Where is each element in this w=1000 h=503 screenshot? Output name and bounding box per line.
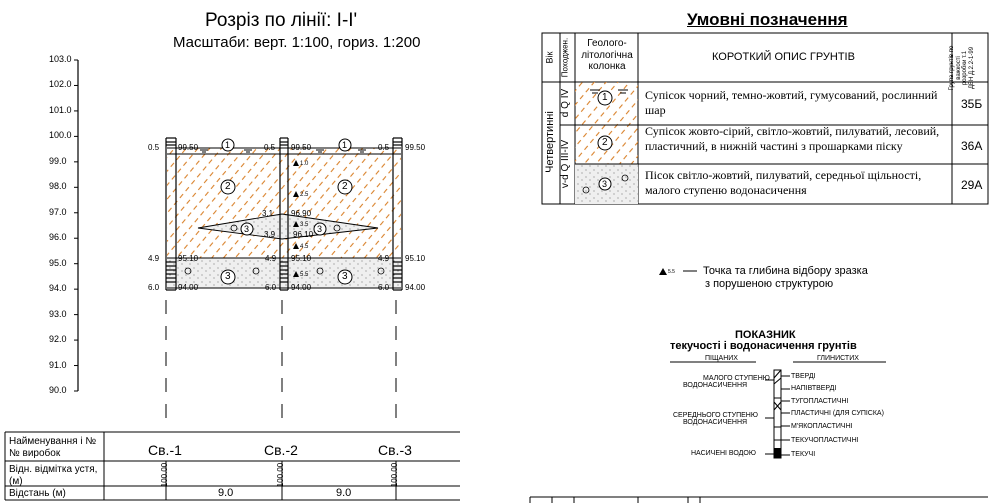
col-group-header: Група грунтів по важкості розробки т.1 ДБН Д.2.2-1-99 — [949, 45, 975, 91]
distance-1: 9.0 — [218, 487, 234, 499]
axis-tick-label: 94.0 — [49, 283, 67, 294]
bh3-depth-a: 4.9 — [378, 254, 390, 263]
origin-1-label: d Q IV — [560, 88, 571, 118]
indicator-right-5: М'ЯКОПЛАСТИЧНІ — [791, 423, 853, 430]
col-geo-header: Геолого-літологічна колонка — [581, 38, 633, 72]
sample-depth-3: 3.5 — [300, 222, 309, 228]
col-origin-header: Походжен. — [560, 37, 570, 78]
bh1-top-depth: 0.5 — [148, 143, 160, 152]
legend-group-2: 36А — [961, 139, 983, 153]
indicator-right-3: ТУГОПЛАСТИЧНІ — [791, 398, 849, 405]
indicator-right-2: НАПІВТВЕРДІ — [791, 385, 837, 392]
lens-bottom-elev: 96.10 — [293, 230, 314, 239]
layer-2-area — [167, 148, 401, 258]
bh1-depth-b: 6.0 — [148, 283, 160, 292]
borehole-name-3: Св.-3 — [378, 442, 412, 458]
bh2-elev-b: 94.00 — [291, 283, 312, 292]
borehole-name-2: Св.-2 — [264, 442, 298, 458]
lens-layer-label-2: 3 — [317, 224, 323, 234]
axis-tick-label: 97.0 — [49, 206, 67, 217]
legend-desc-2: Супісок жовто-сірий, світло-жовтий, пилуватий, лесовий, пластичний, в нижній частині з прошарками піску — [645, 124, 940, 153]
indicator-right-1: ТВЕРДІ — [791, 373, 816, 380]
axis-tick-label: 96.0 — [49, 232, 67, 243]
legend-layer-1-num: 1 — [602, 92, 608, 103]
saturated-marker — [774, 448, 781, 458]
bh2-depth-b: 6.0 — [265, 283, 277, 292]
distance-2: 9.0 — [336, 487, 352, 499]
borehole-name-1: Св.-1 — [148, 442, 182, 458]
sample-depth-4: 4.5 — [300, 244, 309, 250]
bh1-depth-a: 4.9 — [148, 254, 160, 263]
axis-tick-label: 91.0 — [49, 359, 67, 370]
axis-tick-label: 92.0 — [49, 334, 67, 345]
bh3-top-elev: 99.50 — [405, 143, 426, 152]
indicator-title-2: текучості і водонасичення грунтів — [670, 340, 857, 352]
indicator-right-6: ТЕКУЧОПЛАСТИЧНІ — [791, 437, 859, 444]
bh3-elev-b: 94.00 — [405, 283, 426, 292]
axis-tick-label: 90.0 — [49, 385, 67, 395]
borehole-elev-2: 100.00 — [276, 462, 285, 488]
bh2-depth-a: 4.9 — [265, 254, 277, 263]
indicator-right-4: ПЛАСТИЧНІ (ДЛЯ СУПІСКА) — [791, 410, 884, 417]
row-label-names: Найменування і №№ виробок — [9, 436, 97, 459]
sample-depth-2: 2.5 — [300, 192, 309, 198]
axis-tick-label: 103.0 — [49, 54, 72, 64]
axis-tick-label: 93.0 — [49, 308, 67, 319]
axis-tick-label: 98.0 — [49, 181, 67, 192]
lens-bottom-depth: 3.9 — [264, 230, 276, 239]
axis-tick-label: 95.0 — [49, 257, 67, 268]
legend-desc-3: Пісок світло-жовтий, пилуватий, середньої щільності, малого ступеню водонасичення — [645, 168, 922, 197]
legend-desc-1: Супісок чорний, темно-жовтий, гумусований, рослинний шар — [645, 88, 938, 117]
row-label-distance: Відстань (м) — [9, 488, 66, 499]
bh1-elev-b: 94.00 — [178, 283, 199, 292]
bh2-top-elev: 99.50 — [291, 143, 312, 152]
bh1-top-elev: 99.50 — [178, 143, 199, 152]
row-label-elevation: Відн. відмітка устя, (м) — [9, 464, 98, 487]
borehole-elev-3: 100.00 — [390, 462, 399, 488]
sample-legend-line2: з порушеною структурою — [705, 278, 834, 290]
origin-2-label: v-d Q III-IV — [560, 139, 571, 189]
elevation-axis — [74, 60, 78, 391]
indicator-left-3: НАСИЧЕНІ ВОДОЮ — [691, 450, 756, 457]
lens-layer-label: 3 — [244, 224, 250, 234]
sample-depth-1: 1.0 — [300, 161, 309, 167]
axis-tick-label: 100.0 — [49, 130, 72, 141]
section-scales: Масштаби: верт. 1:100, гориз. 1:200 — [173, 34, 421, 51]
indicator-left-2b: ВОДОНАСИЧЕННЯ — [683, 419, 748, 426]
legend-layer-2-num: 2 — [602, 137, 608, 148]
borehole-elev-1: 100.00 — [160, 462, 169, 488]
sample-legend-value: 5.5 — [668, 269, 675, 275]
layer-3-label: 3 — [225, 271, 231, 282]
indicator-left-1a: МАЛОГО СТУПЕНЮ — [703, 375, 770, 382]
section-body — [166, 138, 402, 420]
age-label: Четвертинні — [544, 111, 556, 173]
bh3-elev-a: 95.10 — [405, 254, 426, 263]
col-age-header: Вік — [544, 51, 555, 64]
indicator-title-1: ПОКАЗНИК — [735, 329, 796, 341]
lens-top-depth: 3.1 — [262, 209, 274, 218]
col-desc-header: КОРОТКИЙ ОПИС ГРУНТІВ — [712, 51, 855, 63]
legend-group-3: 29А — [961, 178, 983, 192]
indicator-col-left: ПІЩАНИХ — [705, 355, 738, 362]
bh3-top-depth: 0.5 — [378, 143, 390, 152]
axis-tick-label: 99.0 — [49, 155, 67, 166]
legend-group-1: 35Б — [961, 97, 983, 111]
lens-top-elev: 96.90 — [291, 209, 312, 218]
layer-1-label-2: 1 — [342, 140, 348, 150]
bh3-depth-b: 6.0 — [378, 283, 390, 292]
legend-layer-3-num: 3 — [602, 179, 608, 189]
indicator-left-1b: ВОДОНАСИЧЕННЯ — [683, 382, 748, 389]
legend-title: Умовні позначення — [687, 10, 848, 29]
bh2-elev-a: 95.10 — [291, 254, 312, 263]
bh1-elev-a: 95.10 — [178, 254, 199, 263]
layer-3-label-2: 3 — [342, 271, 348, 282]
layer-1-label: 1 — [225, 140, 231, 150]
bh2-top-depth: 0.5 — [264, 143, 276, 152]
sample-depth-5: 5.5 — [300, 272, 309, 278]
indicator-right-7: ТЕКУЧІ — [791, 451, 816, 458]
indicator-col-right: ГЛИНИСТИХ — [817, 355, 859, 362]
axis-tick-label: 102.0 — [49, 79, 72, 90]
layer-2-label: 2 — [225, 181, 231, 192]
layer-2-label-2: 2 — [342, 181, 348, 192]
section-title: Розріз по лінії: I-I' — [205, 10, 358, 31]
sample-legend-line1: Точка та глибина відбору зразка — [703, 265, 868, 277]
indicator-left-2a: СЕРЕДНЬОГО СТУПЕНЮ — [673, 412, 758, 419]
axis-tick-label: 101.0 — [49, 104, 72, 115]
